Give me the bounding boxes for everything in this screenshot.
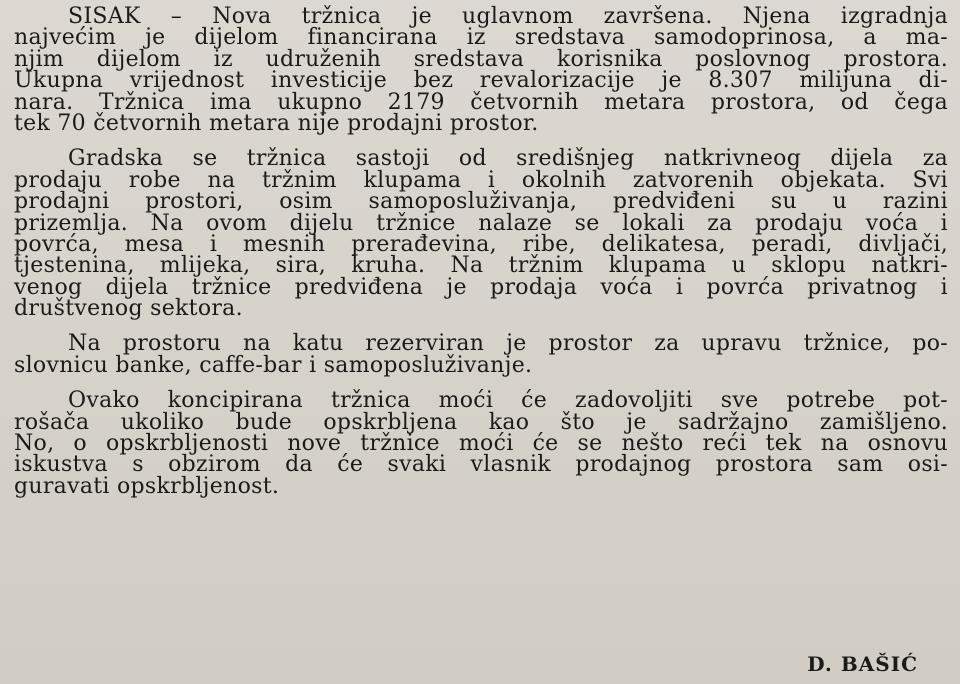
article-line: društvenog sektora. xyxy=(14,296,243,322)
article-line: najvećim je dijelom financirana iz sredstava samodoprinosa, a ma- xyxy=(14,25,948,51)
author-signature: D. BAŠIĆ xyxy=(807,652,918,676)
article-line: rošača ukoliko bude opskrbljena kao što je sadržajno zamišljeno. xyxy=(14,409,948,435)
paragraph-1 xyxy=(14,6,948,134)
article-line: povrća, mesa i mesnih prerađevina, ribe, delikatesa, peradi, divljači, xyxy=(14,231,948,257)
article-body xyxy=(14,6,948,511)
article-line: Ukupna vrijednost investicije bez revalorizacije je 8.307 milijuna di- xyxy=(14,68,948,94)
article-line: prodaju robe na tržnim klupama i okolnih zatvorenih objekata. Svi xyxy=(14,167,948,193)
article-line: guravati opskrbljenost. xyxy=(14,473,280,499)
article-line: tjestenina, mlijeka, sira, kruha. Na tržnim klupama u sklopu natkri- xyxy=(14,253,948,279)
article-line: tek 70 četvornih metara nije prodajni prostor. xyxy=(14,110,539,136)
article-line: Ovako koncipirana tržnica moći će zadovoljiti sve potrebe pot- xyxy=(68,388,948,414)
paragraph-2 xyxy=(14,146,948,322)
paragraph-4 xyxy=(14,390,948,497)
article-line: iskustva s obzirom da će svaki vlasnik prodajnog prostora sam osi- xyxy=(14,452,948,478)
paragraph-3 xyxy=(14,333,948,376)
article-line: njim dijelom iz udruženih sredstava korisnika poslovnog prostora. xyxy=(14,46,948,72)
article-line: Na prostoru na katu rezerviran je prostor za upravu tržnice, po- xyxy=(68,331,948,357)
article-line: nara. Tržnica ima ukupno 2179 četvornih metara prostora, od čega xyxy=(14,89,948,115)
article-line: SISAK – Nova tržnica je uglavnom završena. Njena izgradnja xyxy=(68,4,948,29)
article-line: No, o opskrbljenosti nove tržnice moći će se nešto reći tek na osnovu xyxy=(14,431,948,457)
article-line: slovnicu banke, caffe-bar i samoposluživanje. xyxy=(14,352,533,378)
article-line: Gradska se tržnica sastoji od središnjeg natkrivneog dijela za xyxy=(68,146,948,172)
article-line: prodajni prostori, osim samoposluživanja, predviđeni su u razini xyxy=(14,189,948,215)
article-line: prizemlja. Na ovom dijelu tržnice nalaze se lokali za prodaju voća i xyxy=(14,210,948,236)
article-line: venog dijela tržnice predviđena je prodaja voća i povrća privatnog i xyxy=(14,274,948,300)
